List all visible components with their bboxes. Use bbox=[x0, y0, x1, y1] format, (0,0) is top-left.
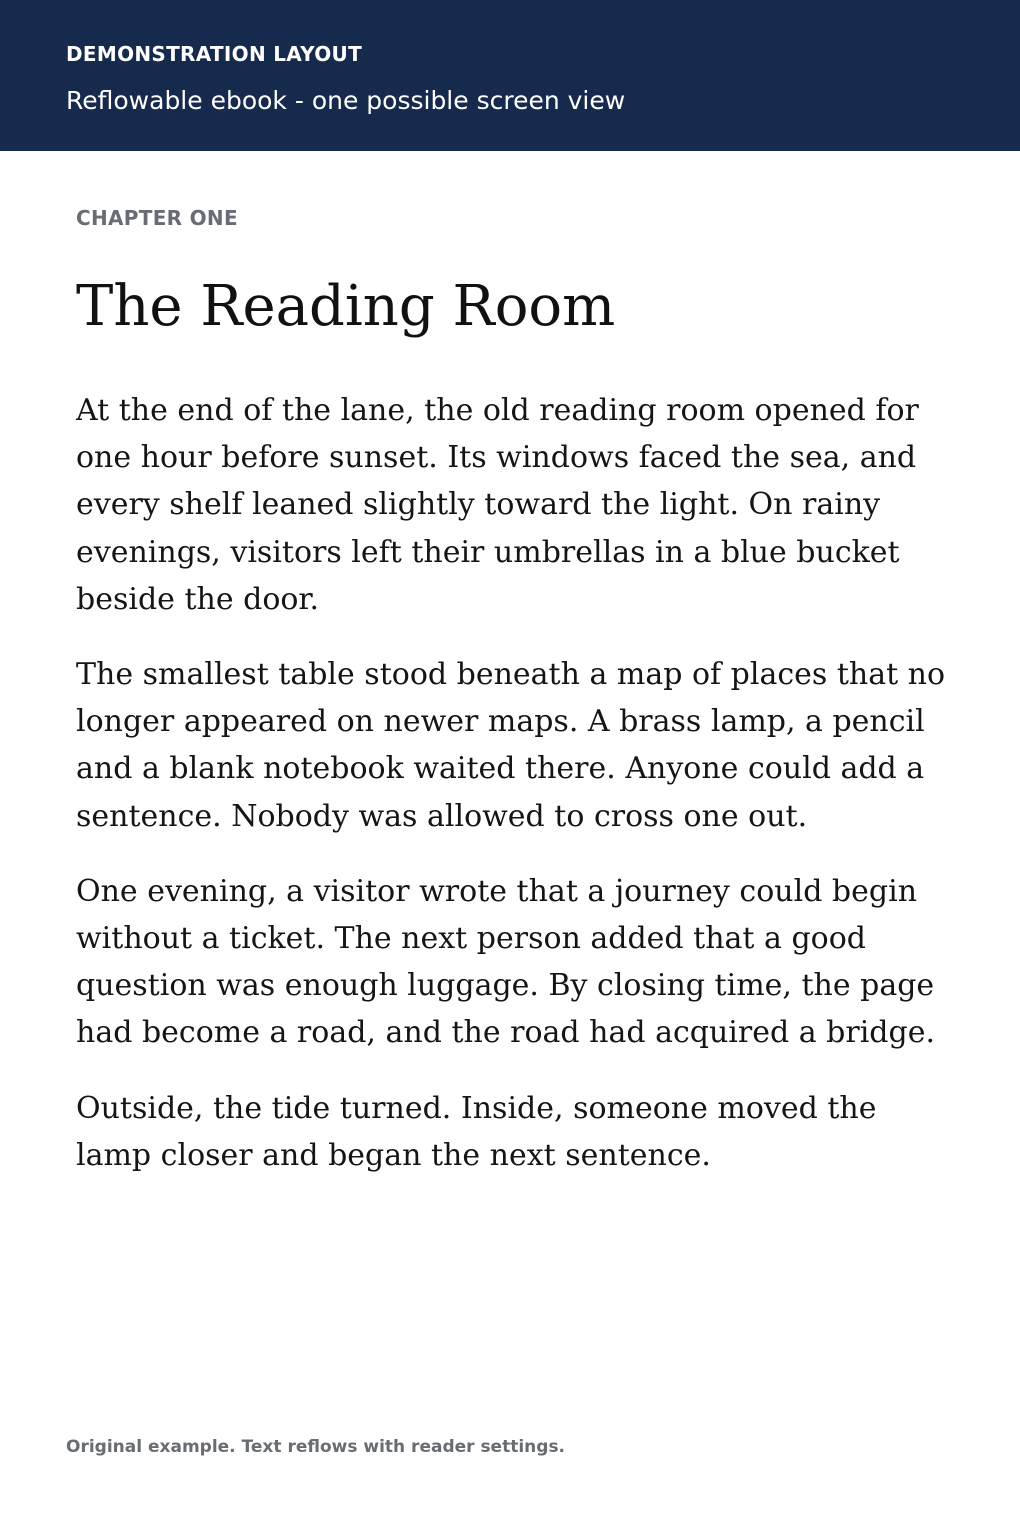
footer-note: Original example. Text reflows with reader settings. bbox=[66, 1437, 566, 1457]
body-paragraph-4: Outside, the tide turned. Inside, someone moved the lamp closer and began the next sentence. bbox=[76, 1090, 877, 1173]
body-paragraph-3: One evening, a visitor wrote that a journey could begin without a ticket. The next person added that a good question was enough luggage. By closing time, the page had become a road, and the road had acquired a bridge. bbox=[76, 873, 935, 1051]
demonstration-label: DEMONSTRATION LAYOUT bbox=[66, 42, 363, 66]
banner-subtitle: Reflowable ebook - one possible screen view bbox=[66, 86, 626, 115]
chapter-label: CHAPTER ONE bbox=[76, 206, 238, 230]
body-paragraph-2: The smallest table stood beneath a map of places that no longer appeared on newer maps. A brass lamp, a pencil and a blank notebook waited there. Anyone could add a sentence. Nobody was allowed to cross one out. bbox=[76, 657, 946, 834]
body-paragraph-1: At the end of the lane, the old reading room opened for one hour before sunset. Its windows faced the sea, and every shelf leaned slightly toward the light. On rainy evenings, visitors left their umbrellas in a blue bucket beside the door. bbox=[76, 393, 919, 617]
chapter-title: The Reading Room bbox=[76, 274, 616, 339]
ebook-page-content bbox=[76, 205, 956, 1207]
top-banner bbox=[0, 0, 1020, 151]
